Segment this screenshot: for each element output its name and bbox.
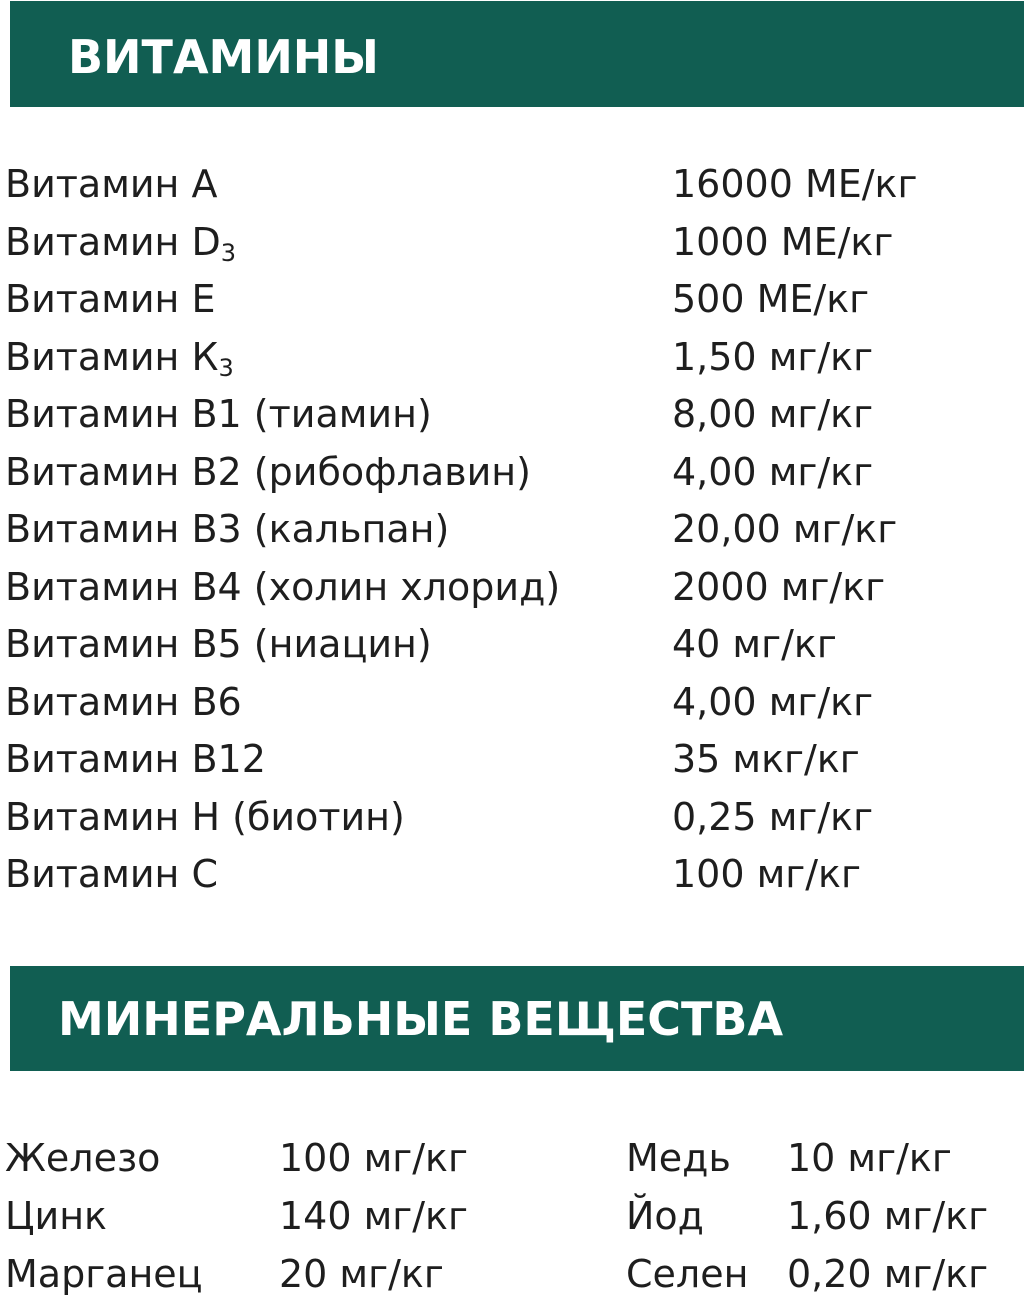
vitamins-list [5, 156, 1015, 904]
mineral-name: Медь [626, 1136, 731, 1180]
vitamin-name: Витамин В3 (кальпан) [5, 507, 450, 551]
vitamin-name: Витамин В12 [5, 737, 266, 781]
mineral-row [5, 1129, 1020, 1187]
vitamin-value: 1000 МЕ/кг [672, 219, 894, 264]
minerals-header-banner [10, 966, 1024, 1071]
vitamin-name: Витамин Н (биотин) [5, 794, 405, 839]
vitamin-row [5, 501, 1015, 559]
vitamin-value: 2000 мг/кг [672, 564, 886, 609]
vitamin-name: Витамин В2 (рибофлавин) [5, 449, 531, 494]
vitamin-value: 4,00 мг/кг [672, 679, 874, 724]
mineral-name: Железо [5, 1136, 161, 1180]
vitamin-value: 0,25 мг/кг [672, 794, 874, 839]
vitamin-row [5, 846, 1015, 904]
vitamin-name: Витамин В1 (тиамин) [5, 392, 432, 436]
vitamin-value: 20,00 мг/кг [672, 507, 898, 551]
vitamin-value: 8,00 мг/кг [672, 392, 874, 436]
minerals-list [5, 1129, 1020, 1303]
vitamin-name: Витамин А [5, 162, 218, 206]
vitamin-row [5, 329, 1015, 387]
vitamin-row [5, 444, 1015, 502]
mineral-name: Селен [626, 1252, 749, 1296]
mineral-value: 140 мг/кг [279, 1194, 468, 1238]
mineral-value: 20 мг/кг [279, 1252, 444, 1296]
vitamin-name: Витамин В4 (холин хлорид) [5, 564, 561, 609]
vitamin-name: Витамин В6 [5, 679, 242, 724]
vitamin-row [5, 731, 1015, 789]
vitamin-value: 100 мг/кг [672, 852, 861, 896]
vitamin-value: 40 мг/кг [672, 622, 837, 666]
vitamin-value: 4,00 мг/кг [672, 449, 874, 494]
vitamin-row [5, 674, 1015, 732]
vitamin-name: Витамин $К_3$ [5, 334, 234, 382]
mineral-value: 1,60 мг/кг [787, 1194, 989, 1238]
mineral-name: Марганец [5, 1252, 203, 1296]
mineral-value: 10 мг/кг [787, 1136, 952, 1180]
vitamin-name: Витамин В5 (ниацин) [5, 622, 432, 666]
mineral-row [5, 1187, 1020, 1245]
mineral-value: 0,20 мг/кг [787, 1252, 989, 1296]
vitamin-row [5, 156, 1015, 214]
vitamin-value: 16000 МЕ/кг [672, 162, 918, 206]
vitamin-value: 35 мкг/кг [672, 737, 860, 781]
vitamin-value: 500 МЕ/кг [672, 277, 870, 321]
vitamins-header-banner [10, 1, 1024, 107]
vitamin-row [5, 616, 1015, 674]
vitamin-name: Витамин Е [5, 277, 216, 321]
minerals-title: МИНЕРАЛЬНЫЕ ВЕЩЕСТВА [58, 992, 784, 1046]
mineral-name: Цинк [5, 1194, 107, 1238]
mineral-row [5, 1245, 1020, 1303]
mineral-value: 100 мг/кг [279, 1136, 468, 1180]
vitamin-row [5, 386, 1015, 444]
vitamin-name: Витамин $D_3$ [5, 219, 237, 267]
vitamin-name: Витамин С [5, 852, 219, 896]
mineral-name: Йод [626, 1194, 704, 1238]
vitamin-row [5, 789, 1015, 847]
vitamins-title: ВИТАМИНЫ [68, 30, 379, 84]
vitamin-row [5, 271, 1015, 329]
vitamin-row [5, 214, 1015, 272]
vitamin-row [5, 559, 1015, 617]
vitamin-value: 1,50 мг/кг [672, 334, 874, 379]
